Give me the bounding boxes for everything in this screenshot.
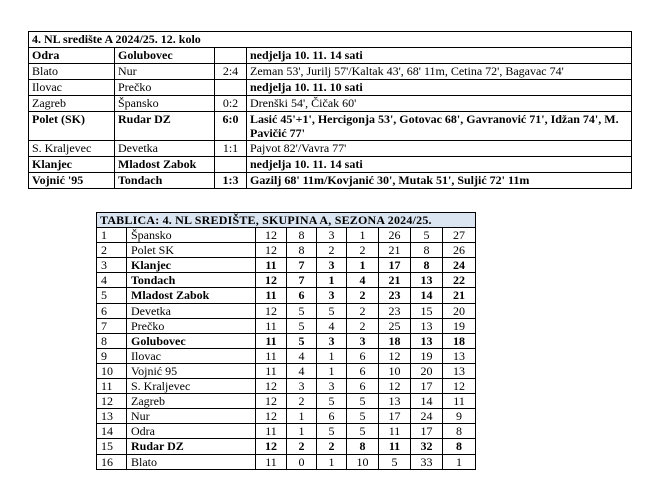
team-name: Prečko [127, 318, 256, 333]
draws: 1 [317, 454, 347, 469]
standings-row [97, 454, 476, 469]
draws: 3 [317, 379, 347, 394]
goals-against: 32 [411, 439, 443, 454]
match-row [29, 157, 632, 173]
played: 11 [256, 333, 287, 348]
points: 1 [443, 454, 476, 469]
match-score [215, 80, 247, 96]
draws: 3 [317, 333, 347, 348]
match-score: 2:4 [215, 64, 247, 80]
points: 11 [443, 394, 476, 409]
standings-row [97, 288, 476, 303]
played: 12 [256, 409, 287, 424]
team-name: Nur [127, 409, 256, 424]
losses: 8 [347, 439, 379, 454]
results-title: 4. NL središte A 2024/25. 12. kolo [29, 32, 632, 48]
position: 16 [97, 454, 127, 469]
wins: 6 [287, 288, 317, 303]
points: 8 [443, 424, 476, 439]
points: 8 [443, 439, 476, 454]
standings-row [97, 394, 476, 409]
goals-for: 12 [379, 348, 411, 363]
played: 11 [256, 454, 287, 469]
wins: 2 [287, 439, 317, 454]
losses: 2 [347, 243, 379, 258]
position: 12 [97, 394, 127, 409]
match-info: Gazilj 68' 11m/Kovjanić 30', Mutak 51', Suljić 72' 11m [247, 173, 632, 189]
away-team: Prečko [115, 80, 215, 96]
home-team: Blato [29, 64, 115, 80]
goals-for: 10 [379, 363, 411, 378]
team-name: Zagreb [127, 394, 256, 409]
losses: 2 [347, 303, 379, 318]
home-team: Zagreb [29, 96, 115, 112]
position: 3 [97, 258, 127, 273]
wins: 1 [287, 409, 317, 424]
goals-against: 8 [411, 258, 443, 273]
match-info: Drenški 54', Čičak 60' [247, 96, 632, 112]
draws: 2 [317, 439, 347, 454]
team-name: Vojnić 95 [127, 363, 256, 378]
goals-against: 15 [411, 303, 443, 318]
away-team: Špansko [115, 96, 215, 112]
losses: 5 [347, 394, 379, 409]
wins: 2 [287, 394, 317, 409]
played: 11 [256, 318, 287, 333]
draws: 3 [317, 258, 347, 273]
draws: 6 [317, 409, 347, 424]
match-score [215, 157, 247, 173]
goals-for: 23 [379, 288, 411, 303]
team-name: Polet SK [127, 243, 256, 258]
goals-against: 20 [411, 363, 443, 378]
goals-against: 17 [411, 424, 443, 439]
home-team: Klanjec [29, 157, 115, 173]
position: 10 [97, 363, 127, 378]
points: 21 [443, 288, 476, 303]
played: 11 [256, 348, 287, 363]
position: 11 [97, 379, 127, 394]
losses: 5 [347, 409, 379, 424]
team-name: Rudar DZ [127, 439, 256, 454]
points: 27 [443, 228, 476, 243]
played: 12 [256, 394, 287, 409]
team-name: Odra [127, 424, 256, 439]
match-row [29, 141, 632, 157]
home-team: Vojnić '95 [29, 173, 115, 189]
wins: 4 [287, 348, 317, 363]
match-info: nedjelja 10. 11. 10 sati [247, 80, 632, 96]
points: 9 [443, 409, 476, 424]
points: 24 [443, 258, 476, 273]
wins: 5 [287, 318, 317, 333]
goals-against: 17 [411, 379, 443, 394]
points: 13 [443, 363, 476, 378]
position: 14 [97, 424, 127, 439]
goals-against: 5 [411, 228, 443, 243]
points: 20 [443, 303, 476, 318]
losses: 5 [347, 424, 379, 439]
losses: 1 [347, 228, 379, 243]
position: 9 [97, 348, 127, 363]
match-score [215, 48, 247, 64]
standings-row [97, 409, 476, 424]
played: 12 [256, 228, 287, 243]
goals-against: 24 [411, 409, 443, 424]
match-row [29, 48, 632, 64]
match-row [29, 112, 632, 141]
played: 11 [256, 288, 287, 303]
goals-against: 33 [411, 454, 443, 469]
played: 12 [256, 273, 287, 288]
goals-for: 17 [379, 258, 411, 273]
goals-against: 14 [411, 288, 443, 303]
played: 11 [256, 258, 287, 273]
match-row [29, 173, 632, 189]
losses: 6 [347, 363, 379, 378]
home-team: S. Kraljevec [29, 141, 115, 157]
losses: 10 [347, 454, 379, 469]
standings-title: TABLICA: 4. NL SREDIŠTE, SKUPINA A, SEZONA 2024/25. [97, 213, 476, 228]
wins: 7 [287, 258, 317, 273]
goals-for: 12 [379, 379, 411, 394]
team-name: Klanjec [127, 258, 256, 273]
goals-for: 11 [379, 439, 411, 454]
position: 2 [97, 243, 127, 258]
draws: 3 [317, 228, 347, 243]
points: 26 [443, 243, 476, 258]
match-row [29, 80, 632, 96]
played: 12 [256, 439, 287, 454]
losses: 1 [347, 258, 379, 273]
standings-row [97, 228, 476, 243]
wins: 8 [287, 243, 317, 258]
standings-row [97, 439, 476, 454]
away-team: Nur [115, 64, 215, 80]
played: 12 [256, 303, 287, 318]
standings-row [97, 273, 476, 288]
draws: 3 [317, 288, 347, 303]
standings-row [97, 318, 476, 333]
wins: 3 [287, 379, 317, 394]
points: 22 [443, 273, 476, 288]
played: 12 [256, 379, 287, 394]
match-score: 1:3 [215, 173, 247, 189]
team-name: Blato [127, 454, 256, 469]
goals-against: 13 [411, 333, 443, 348]
team-name: Golubovec [127, 333, 256, 348]
goals-for: 13 [379, 394, 411, 409]
standings-row [97, 424, 476, 439]
draws: 2 [317, 243, 347, 258]
match-info: nedjelja 10. 11. 14 sati [247, 48, 632, 64]
points: 13 [443, 348, 476, 363]
goals-for: 25 [379, 318, 411, 333]
goals-against: 13 [411, 318, 443, 333]
draws: 1 [317, 363, 347, 378]
losses: 2 [347, 288, 379, 303]
goals-against: 8 [411, 243, 443, 258]
match-score: 0:2 [215, 96, 247, 112]
losses: 4 [347, 273, 379, 288]
standings-row [97, 379, 476, 394]
standings-row [97, 258, 476, 273]
position: 4 [97, 273, 127, 288]
draws: 5 [317, 394, 347, 409]
standings-row [97, 243, 476, 258]
draws: 1 [317, 273, 347, 288]
position: 5 [97, 288, 127, 303]
goals-for: 21 [379, 243, 411, 258]
goals-for: 17 [379, 409, 411, 424]
team-name: Tondach [127, 273, 256, 288]
draws: 4 [317, 318, 347, 333]
team-name: Devetka [127, 303, 256, 318]
points: 12 [443, 379, 476, 394]
wins: 5 [287, 333, 317, 348]
goals-for: 5 [379, 454, 411, 469]
standings-row [97, 348, 476, 363]
home-team: Polet (SK) [29, 112, 115, 141]
played: 12 [256, 243, 287, 258]
team-name: Špansko [127, 228, 256, 243]
away-team: Mladost Zabok [115, 157, 215, 173]
standings-row [97, 363, 476, 378]
draws: 1 [317, 348, 347, 363]
results-table [28, 31, 632, 189]
standings-table [96, 212, 476, 470]
away-team: Rudar DZ [115, 112, 215, 141]
match-score: 1:1 [215, 141, 247, 157]
team-name: Mladost Zabok [127, 288, 256, 303]
away-team: Devetka [115, 141, 215, 157]
goals-for: 11 [379, 424, 411, 439]
points: 18 [443, 333, 476, 348]
losses: 3 [347, 333, 379, 348]
home-team: Ilovac [29, 80, 115, 96]
standings-row [97, 333, 476, 348]
away-team: Tondach [115, 173, 215, 189]
losses: 6 [347, 379, 379, 394]
position: 13 [97, 409, 127, 424]
goals-for: 23 [379, 303, 411, 318]
match-row [29, 96, 632, 112]
match-info: Zeman 53', Jurilj 57'/Kaltak 43', 68' 11m, Cetina 72', Bagavac 74' [247, 64, 632, 80]
losses: 6 [347, 348, 379, 363]
wins: 5 [287, 303, 317, 318]
wins: 8 [287, 228, 317, 243]
wins: 4 [287, 363, 317, 378]
goals-for: 18 [379, 333, 411, 348]
wins: 0 [287, 454, 317, 469]
draws: 5 [317, 424, 347, 439]
wins: 7 [287, 273, 317, 288]
match-info: Pajvot 82'/Vavra 77' [247, 141, 632, 157]
goals-against: 13 [411, 273, 443, 288]
goals-against: 14 [411, 394, 443, 409]
draws: 5 [317, 303, 347, 318]
team-name: Ilovac [127, 348, 256, 363]
position: 1 [97, 228, 127, 243]
played: 11 [256, 363, 287, 378]
home-team: Odra [29, 48, 115, 64]
wins: 1 [287, 424, 317, 439]
goals-for: 21 [379, 273, 411, 288]
played: 11 [256, 424, 287, 439]
match-info: Lasić 45'+1', Hercigonja 53', Gotovac 68', Gavranović 71', Idžan 74', M. Pavičić 77' [247, 112, 632, 141]
team-name: S. Kraljevec [127, 379, 256, 394]
losses: 2 [347, 318, 379, 333]
position: 6 [97, 303, 127, 318]
position: 7 [97, 318, 127, 333]
position: 15 [97, 439, 127, 454]
standings-row [97, 303, 476, 318]
match-score: 6:0 [215, 112, 247, 141]
points: 19 [443, 318, 476, 333]
goals-for: 26 [379, 228, 411, 243]
position: 8 [97, 333, 127, 348]
match-row [29, 64, 632, 80]
goals-against: 19 [411, 348, 443, 363]
match-info: nedjelja 10. 11. 14 sati [247, 157, 632, 173]
away-team: Golubovec [115, 48, 215, 64]
